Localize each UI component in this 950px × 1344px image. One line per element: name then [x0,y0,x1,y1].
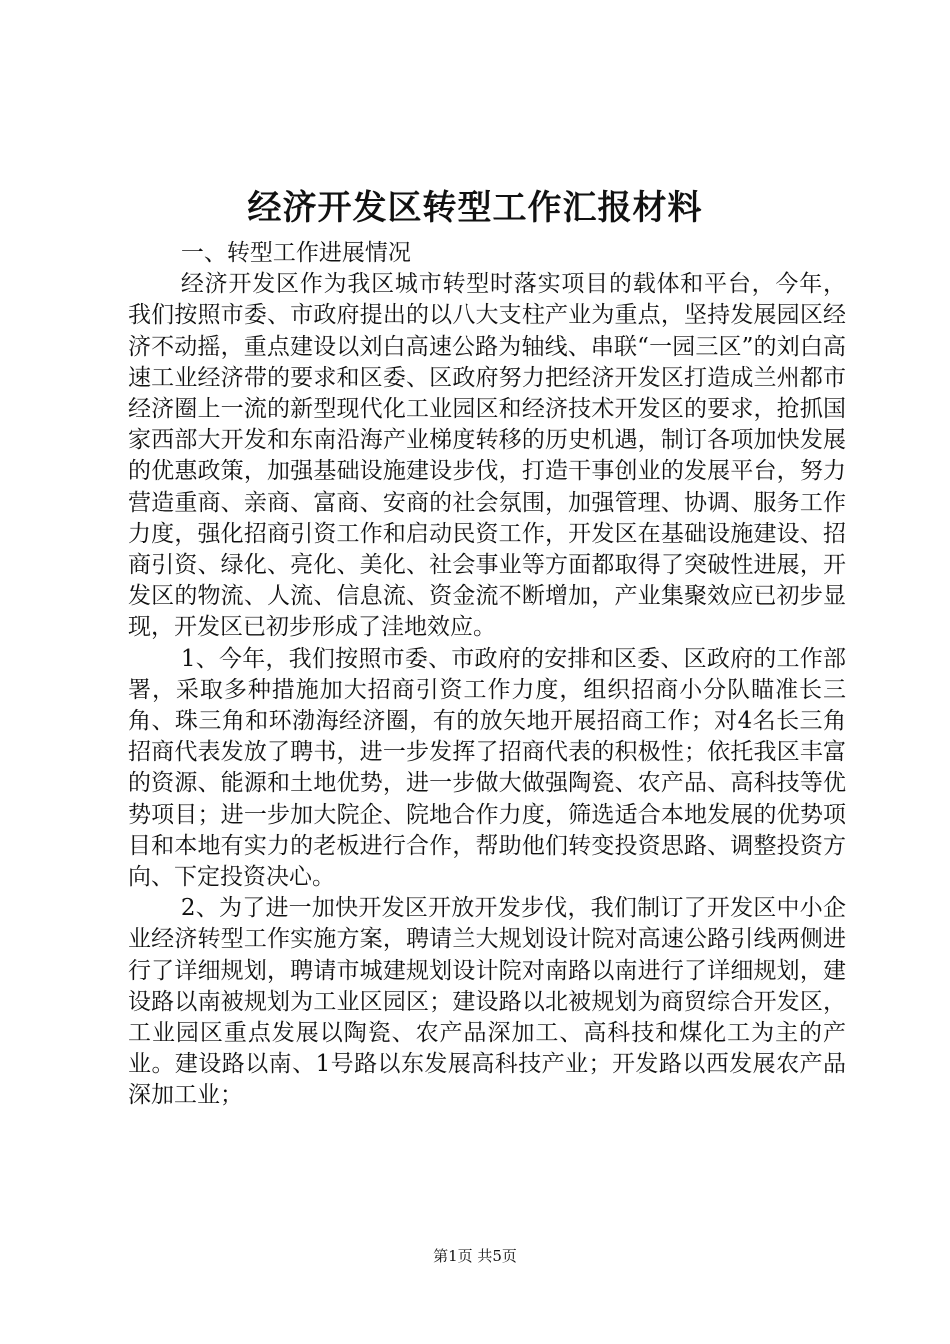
body-paragraph-2: 1、今年，我们按照市委、市政府的安排和区委、区政府的工作部署，采取多种措施加大招商引资工作力度，组织招商小分队瞄准长三角、珠三角和环渤海经济圈，有的放矢地开展招商工作；对4名长三角招商代表发放了聘书，进一步发挥了招商代表的积极性；依托我区丰富的资源、能源和土地优势，进一步做大做强陶瓷、农产品、高科技等优势项目；进一步加大院企、院地合作力度，筛选适合本地发展的优势项目和本地有实力的老板进行合作，帮助他们转变投资思路、调整投资方向、下定投资决心。 [128,645,846,891]
body-paragraph-1: 经济开发区作为我区城市转型时落实项目的载体和平台，今年，我们按照市委、市政府提出的以八大支柱产业为重点，坚持发展园区经济不动摇，重点建设以刘白高速公路为轴线、串联“一园三区”的刘白高速工业经济带的要求和区委、区政府努力把经济开发区打造成兰州都市经济圈上一流的新型现代化工业园区和经济技术开发区的要求，抢抓国家西部大开发和东南沿海产业梯度转移的历史机遇，制订各项加快发展的优惠政策，加强基础设施建设步伐，打造干事创业的发展平台，努力营造重商、亲商、富商、安商的社会氛围，加强管理、协调、服务工作力度，强化招商引资工作和启动民资工作，开发区在基础设施建设、招商引资、绿化、亮化、美化、社会事业等方面都取得了突破性进展，开发区的物流、人流、信息流、资金流不断增加，产业集聚效应已初步显现，开发区已初步形成了洼地效应。 [128,271,846,641]
section-heading: 一、转型工作进展情况 [180,240,411,266]
document-body [128,238,846,1112]
document-title: 经济开发区转型工作汇报材料 [247,188,703,228]
body-paragraph-3: 2、为了进一加快开发区开放开发步伐，我们制订了开发区中小企业经济转型工作实施方案，聘请兰大规划设计院对高速公路引线两侧进行了详细规划，聘请市城建规划设计院对南路以南进行了详细规划，建设路以南被规划为工业区园区；建设路以北被规划为商贸综合开发区，工业园区重点发展以陶瓷、农产品深加工、高科技和煤化工为主的产业。建设路以南、1号路以东发展高科技产业；开发路以西发展农产品深加工业； [128,895,846,1109]
page-number-footer: 第1页 共5页 [433,1247,517,1265]
